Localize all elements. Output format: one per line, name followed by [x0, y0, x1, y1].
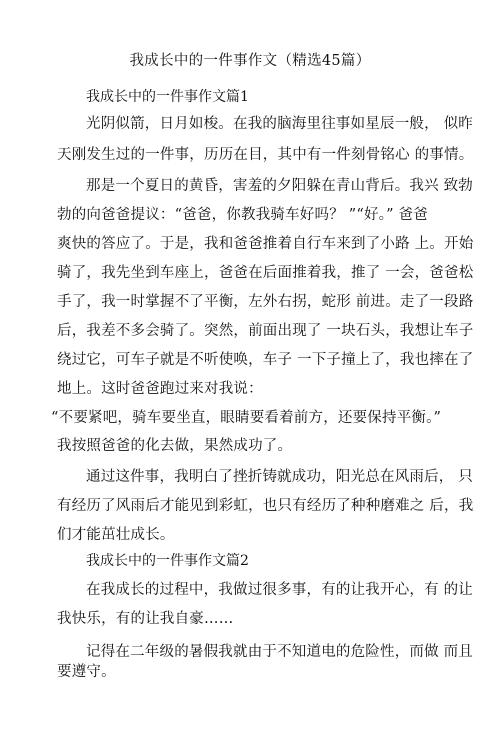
paragraph-line: 要遵守。 — [57, 664, 116, 680]
paragraph-line: 骑了，我先坐到车座上，爸爸在后面推着我，推了 一会，爸爸松 — [57, 265, 474, 281]
paragraph-line: 有经历了风雨后才能见到彩虹，也只有经历了种种磨难之 后，我 — [57, 498, 474, 514]
paragraph-line: 天刚发生过的一件事，历历在目，其中有一件刻骨铭心 的事情。 — [57, 147, 474, 163]
paragraph-line: 光阴似箭，日月如梭。在我的脑海里往事如星辰一般， 似昨 — [86, 116, 474, 132]
paragraph-line: 记得在二年级的暑假我就由于不知道电的危险性，而做 而且 — [86, 644, 474, 660]
paragraph-line: 后，我差不多会骑了。突然，前面出现了 一块石头，我想让车子 — [57, 323, 474, 339]
paragraph-line: 通过这件事，我明白了挫折铸就成功，阳光总在风雨后， 只 — [86, 469, 474, 485]
section-heading-2: 我成长中的一件事作文篇2 — [86, 553, 249, 569]
paragraph-line: 绕过它，可车子就是不听使唤，车子 一下子撞上了，我也摔在了 — [57, 352, 474, 368]
paragraph-line: 们才能茁壮成长。 — [57, 527, 175, 543]
paragraph-line: 我按照爸爸的化去做，果然成功了。 — [57, 438, 293, 454]
section-heading-1: 我成长中的一件事作文篇1 — [86, 89, 249, 105]
paragraph-line: 手了，我一时掌握不了平衡，左外右拐，蛇形 前进。走了一段路 — [57, 294, 474, 310]
document-title: 我成长中的一件事作文（精选45篇） — [129, 53, 371, 69]
paragraph-line: “不要紧吧，骑车要坐直，眼睛要看着前方，还要保持平衡。” — [51, 410, 442, 426]
paragraph-line: 地上。这时爸爸跑过来对我说： — [57, 381, 263, 397]
paragraph-line: 爽快的答应了。于是，我和爸爸推着自行车来到了小路 上。开始 — [57, 236, 474, 252]
paragraph-line: 我快乐，有的让我自豪…… — [57, 611, 234, 627]
paragraph-line: 勃的向爸爸提议：“爸爸，你教我骑车好吗？ ”“好。” 爸爸 — [57, 207, 428, 223]
paragraph-line: 那是一个夏日的黄昏，害羞的夕阳躲在青山背后。我兴 致勃 — [86, 178, 474, 194]
paragraph-line: 在我成长的过程中，我做过很多事，有的让我开心，有 的让 — [86, 582, 474, 598]
